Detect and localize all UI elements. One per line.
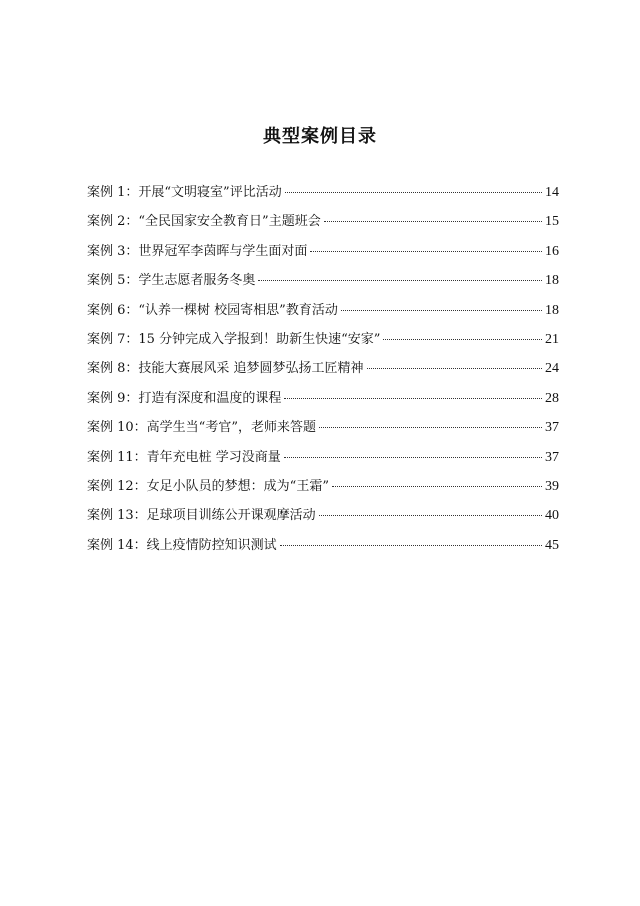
dot-leader [319, 427, 542, 428]
dot-leader [310, 251, 542, 252]
toc-entry-page: 37 [545, 420, 559, 436]
dot-leader [332, 486, 542, 487]
toc-entry[interactable] [87, 241, 559, 270]
toc-entry[interactable] [87, 535, 559, 564]
toc-entry[interactable] [87, 300, 559, 329]
toc-entry-label: 案例 3：世界冠军李茵晖与学生面对面 [87, 243, 308, 259]
toc-entry-label: 案例 7：15 分钟完成入学报到！助新生快速“安家” [87, 331, 381, 347]
toc-entry-label: 案例 5：学生志愿者服务冬奥 [87, 273, 256, 289]
toc-entry-page: 15 [545, 214, 559, 230]
dot-leader [383, 339, 542, 340]
dot-leader [324, 221, 542, 222]
toc-entry-label: 案例 1：开展“文明寝室”评比活动 [87, 185, 282, 200]
toc-entry-page: 28 [545, 390, 559, 406]
dot-leader [285, 192, 542, 193]
toc-entry-label: 案例 10：高学生当“考官”，老师来答题 [87, 420, 316, 436]
toc-entry-page: 24 [545, 361, 559, 377]
toc-entry[interactable] [87, 329, 559, 358]
dot-leader [284, 398, 542, 399]
toc-list [87, 182, 559, 564]
toc-entry-page: 18 [545, 302, 559, 318]
toc-title: 典型案例目录 [263, 126, 377, 147]
toc-entry[interactable] [87, 182, 559, 211]
dot-leader [280, 545, 542, 546]
toc-entry-label: 案例 8：技能大赛展风采 追梦圆梦弘扬工匠精神 [87, 361, 364, 377]
toc-entry-page: 16 [545, 243, 559, 259]
toc-entry-label: 案例 2：“全民国家安全教育日”主题班会 [87, 214, 321, 230]
dot-leader [284, 457, 542, 458]
toc-entry[interactable] [87, 270, 559, 299]
toc-entry-page: 37 [545, 449, 559, 465]
toc-entry-page: 21 [545, 331, 559, 347]
dot-leader [319, 515, 542, 516]
toc-entry[interactable] [87, 388, 559, 417]
toc-entry-label: 案例 9：打造有深度和温度的课程 [87, 390, 282, 406]
toc-entry-label: 案例 11：青年充电桩 学习没商量 [87, 449, 281, 465]
toc-entry-label: 案例 13：足球项目训练公开课观摩活动 [87, 508, 316, 524]
toc-entry-page: 45 [545, 537, 559, 553]
toc-entry[interactable] [87, 476, 559, 505]
toc-entry[interactable] [87, 211, 559, 240]
toc-entry-page: 39 [545, 478, 559, 494]
toc-entry[interactable] [87, 447, 559, 476]
toc-entry-page: 18 [545, 273, 559, 289]
toc-entry-page: 14 [545, 185, 559, 200]
toc-entry-label: 案例 14：线上疫情防控知识测试 [87, 537, 277, 553]
toc-entry-label: 案例 6：“认养一棵树 校园寄相思”教育活动 [87, 302, 338, 318]
toc-entry[interactable] [87, 417, 559, 446]
dot-leader [367, 368, 542, 369]
dot-leader [258, 280, 542, 281]
toc-entry[interactable] [87, 505, 559, 534]
dot-leader [341, 310, 542, 311]
toc-entry-page: 40 [545, 508, 559, 524]
toc-entry[interactable] [87, 358, 559, 387]
toc-entry-label: 案例 12：女足小队员的梦想：成为“王霜” [87, 478, 329, 494]
